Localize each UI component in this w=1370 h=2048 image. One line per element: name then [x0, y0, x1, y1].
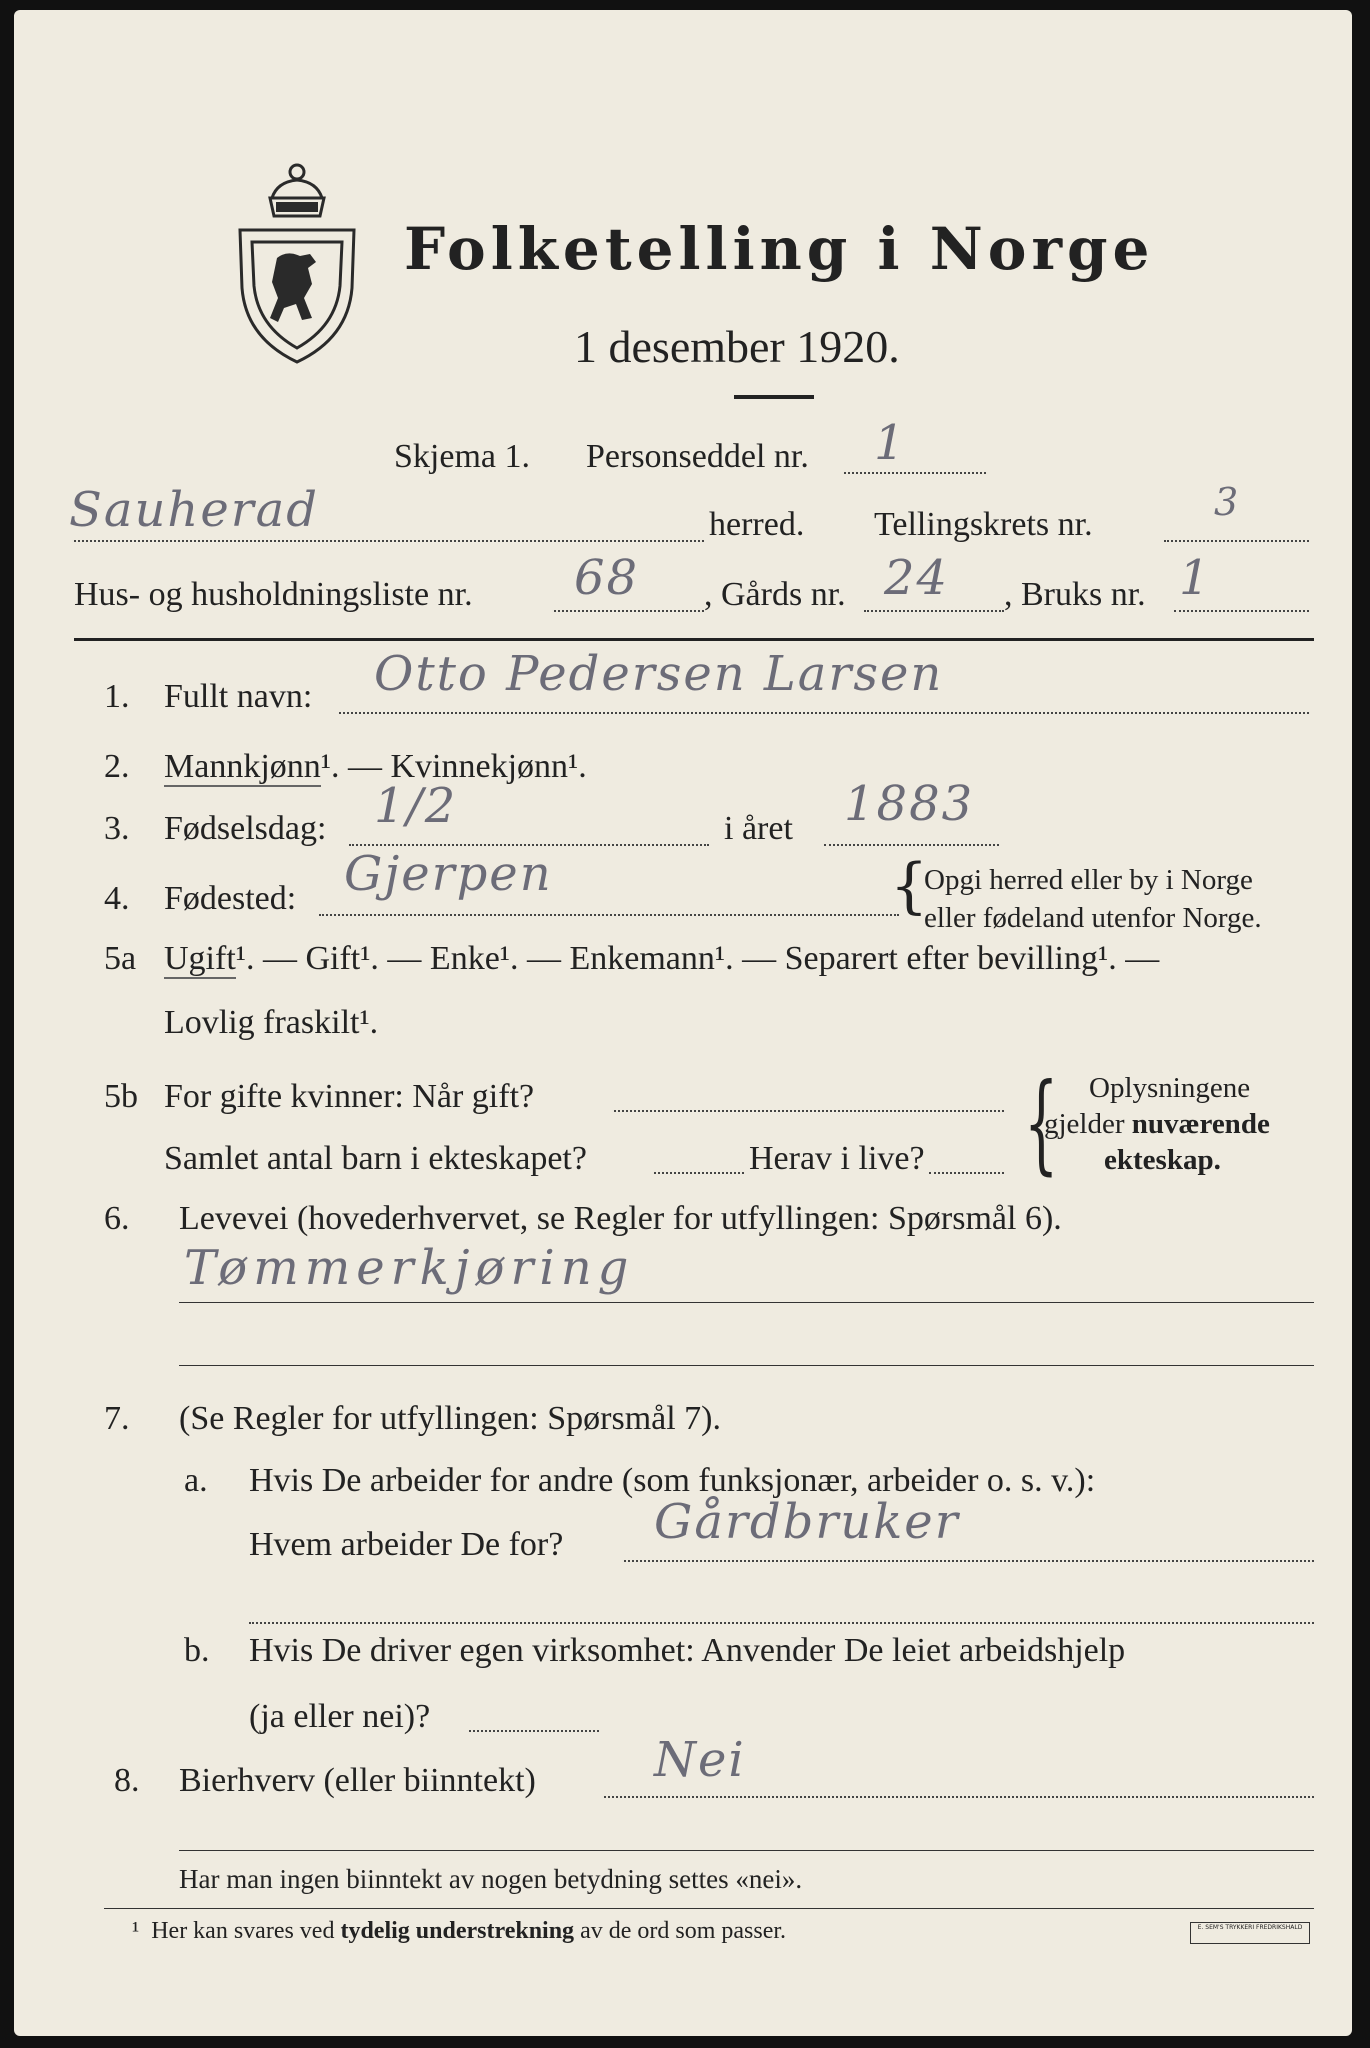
employer-value: Gårdbruker [654, 1494, 960, 1550]
q7b-line1: Hvis De driver egen virksomhet: Anvender De leiet arbeidshjelp [249, 1632, 1126, 1669]
herred-label: herred. [709, 506, 805, 543]
q4-brace: { [890, 851, 929, 921]
census-form-page [14, 10, 1352, 2036]
coat-of-arms-emblem [232, 158, 362, 368]
q5a-number: 5a [104, 940, 137, 977]
q5a-line2: Lovlig fraskilt¹. [164, 1004, 379, 1041]
q7-label: (Se Regler for utfyllingen: Spørsmål 7). [179, 1400, 722, 1437]
q6-number: 6. [104, 1200, 130, 1237]
q6-label: Levevei (hovederhvervet, se Regler for utfyllingen: Spørsmål 6). [179, 1200, 1062, 1237]
q7-number: 7. [104, 1400, 130, 1437]
footer-note: Har man ingen biinntekt av nogen betydning settes «nei». [179, 1864, 803, 1894]
q7a-letter: a. [184, 1462, 208, 1499]
bierhverv-value: Nei [654, 1732, 746, 1788]
q3-year-label: i året [724, 810, 793, 847]
header-divider [74, 638, 1314, 641]
husliste-label: Hus- og husholdningsliste nr. [74, 576, 473, 613]
birthplace-field-line [319, 914, 899, 916]
employer-field-line [624, 1560, 1314, 1562]
option-female: Kvinnekjønn [390, 748, 569, 785]
herred-field-line [74, 540, 704, 542]
q5b-brace: { [1024, 1061, 1059, 1186]
q4-note-line1: Opgi herred eller by i Norge [924, 864, 1253, 896]
q8-label: Bierhverv (eller biinntekt) [179, 1762, 536, 1799]
employer-field-line-2 [249, 1622, 1314, 1624]
herred-value: Sauherad [69, 482, 320, 538]
q1-label: Fullt navn: [164, 678, 313, 715]
occupation-field-line-2 [179, 1365, 1314, 1366]
personseddel-label: Personseddel nr. [586, 438, 809, 475]
birthplace-value: Gjerpen [344, 846, 553, 902]
q7a-line2: Hvem arbeider De for? [249, 1526, 564, 1563]
q7a-line1: Hvis De arbeider for andre (som funksjonær, arbeider o. s. v.): [249, 1462, 1096, 1499]
hired-help-field-line [469, 1730, 599, 1732]
q2-end: ¹. [568, 748, 587, 785]
q4-number: 4. [104, 880, 130, 917]
personseddel-field-line [844, 472, 986, 474]
q7b-letter: b. [184, 1632, 210, 1669]
title-divider [734, 395, 814, 399]
full-name-value: Otto Pedersen Larsen [374, 646, 944, 702]
form-title: Folketelling i Norge [404, 215, 1155, 283]
gards-value: 24 [884, 550, 950, 606]
q1-number: 1. [104, 678, 130, 715]
q5b-line2a: Samlet antal barn i ekteskapet? [164, 1140, 587, 1177]
birth-year-value: 1883 [844, 776, 975, 832]
full-name-field-line [339, 712, 1309, 714]
printer-stamp: E. SEM'S TRYKKERI FREDRIKSHALD [1190, 1922, 1310, 1944]
personseddel-value: 1 [874, 415, 907, 471]
bierhverv-field-line [604, 1796, 1314, 1798]
census-date: 1 desember 1920. [574, 321, 900, 372]
footnote-mark: ¹ [132, 1918, 140, 1944]
q5b-number: 5b [104, 1078, 138, 1115]
q5b-note-line3: ekteskap. [1104, 1144, 1221, 1176]
q4-label: Fødested: [164, 880, 297, 917]
bruks-value: 1 [1179, 550, 1212, 606]
q5b-note-line1: Oplysningene [1089, 1072, 1251, 1104]
q5b-line1: For gifte kvinner: Når gift? [164, 1078, 535, 1115]
birthday-value: 1/2 [374, 778, 458, 834]
children-alive-field-line [929, 1172, 1004, 1174]
q4-note-line2: eller fødeland utenfor Norge. [924, 902, 1262, 934]
husliste-field-line [554, 610, 704, 612]
option-male: Mannkjønn [164, 748, 321, 785]
footnote: ¹ Her kan svares ved tydelig understrekning av de ord som passer. [132, 1918, 787, 1944]
birth-year-field-line [824, 844, 999, 846]
marriage-date-field-line [614, 1110, 1004, 1112]
q3-number: 3. [104, 810, 130, 847]
q5a-options [164, 940, 1159, 978]
q2-separator: ¹. — [320, 748, 391, 785]
footer-divider [104, 1908, 1314, 1909]
q7b-line2: (ja eller nei)? [249, 1698, 431, 1735]
occupation-value: Tømmerkjøring [184, 1240, 635, 1296]
q5b-line2b: Herav i live? [749, 1140, 925, 1177]
option-ugift: Ugift [164, 940, 236, 977]
q5b-note-line2: gjelder nuværende [1044, 1108, 1270, 1140]
gards-field-line [864, 610, 1004, 612]
gards-label: , Gårds nr. [704, 576, 846, 613]
children-count-field-line [654, 1172, 744, 1174]
tellingskrets-field-line [1164, 540, 1309, 542]
tellingskrets-label: Tellingskrets nr. [874, 506, 1093, 543]
bruks-field-line [1174, 610, 1309, 612]
bierhverv-field-line-2 [179, 1850, 1314, 1851]
bruks-label: , Bruks nr. [1004, 576, 1146, 613]
schema-label: Skjema 1. [394, 438, 530, 475]
q5a-other-options: ¹. — Gift¹. — Enke¹. — Enkemann¹. — Separert efter bevilling¹. — [235, 940, 1160, 977]
occupation-field-line [179, 1302, 1314, 1303]
q8-number: 8. [114, 1762, 140, 1799]
q2-number: 2. [104, 748, 130, 785]
husliste-value: 68 [574, 550, 640, 606]
tellingskrets-value: 3 [1214, 480, 1241, 524]
q3-label: Fødselsdag: [164, 810, 327, 847]
